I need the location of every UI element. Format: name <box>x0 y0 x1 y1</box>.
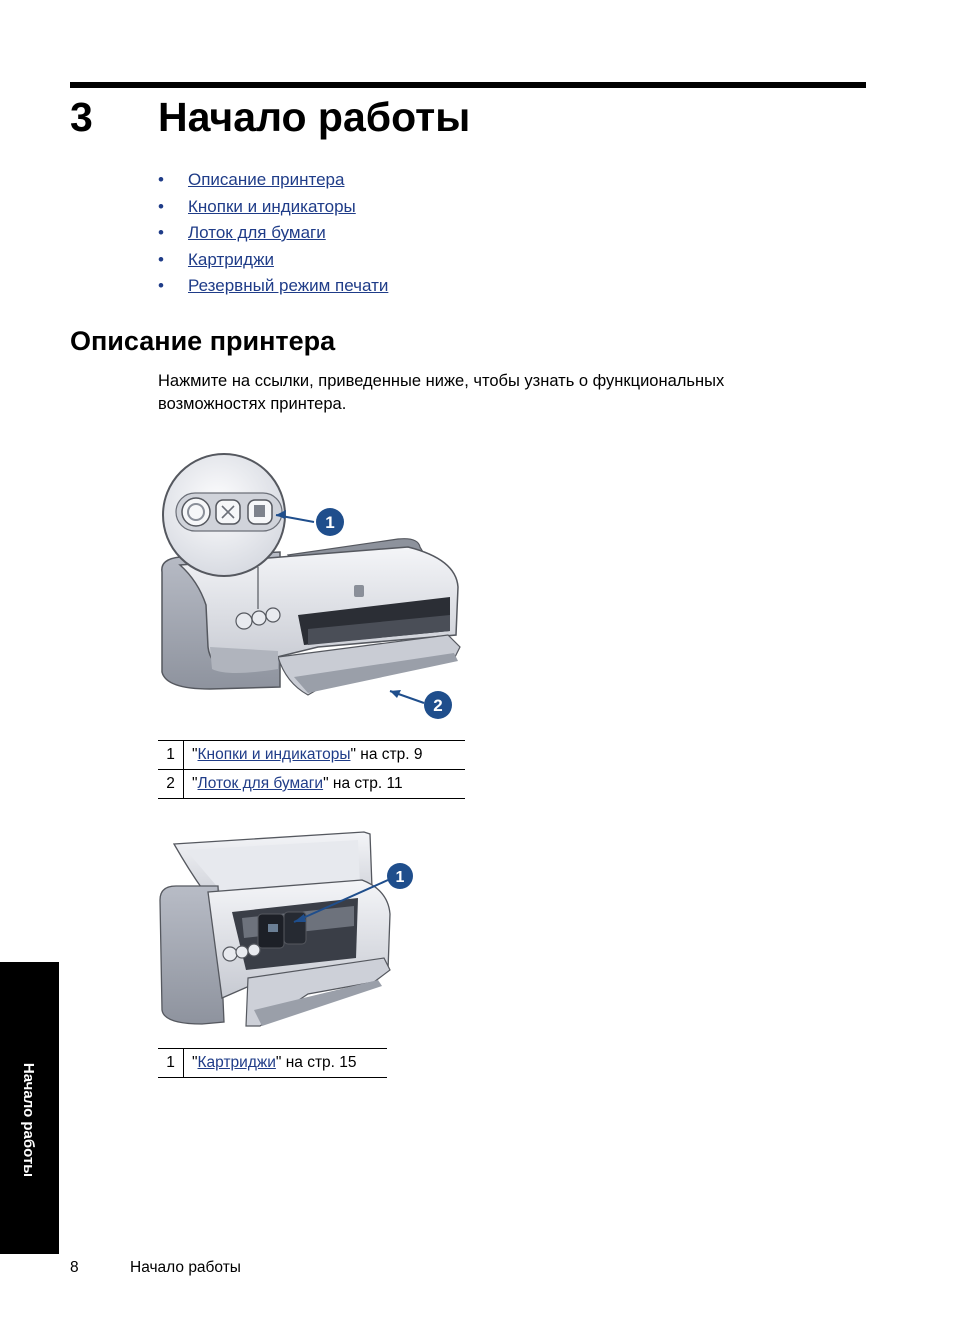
chapter-number: 3 <box>70 94 93 140</box>
callout-text <box>184 741 466 770</box>
quote: " <box>192 775 198 792</box>
bullet: • <box>158 249 164 269</box>
page-ref: " на стр. 11 <box>323 775 403 792</box>
bullet: • <box>158 196 164 216</box>
marker-label: 1 <box>395 869 405 886</box>
table-row <box>158 770 465 799</box>
footer-page-number: 8 <box>70 1259 79 1276</box>
bullet: • <box>158 276 164 295</box>
callout-text <box>184 770 466 799</box>
page-ref: " на стр. 9 <box>350 746 423 763</box>
marker-label: 1 <box>325 513 335 532</box>
toc-item <box>158 220 388 247</box>
chapter-rule <box>70 82 866 88</box>
table-row <box>158 1049 387 1078</box>
printer-open-illustration <box>158 830 416 1028</box>
chapter-title: Начало работы <box>158 94 471 140</box>
callout-link-paper-tray[interactable]: Лоток для бумаги <box>197 775 324 792</box>
toc-item <box>158 167 388 194</box>
chapter-side-tab <box>0 962 59 1254</box>
callout-number: 1 <box>158 1049 184 1078</box>
callout-text <box>184 1049 388 1078</box>
toc-link-cartridges[interactable]: Картриджи <box>188 249 274 269</box>
figure2-callout-table <box>158 1048 387 1078</box>
printer-front-illustration <box>158 447 465 722</box>
intro-paragraph: Нажмите на ссылки, приведенные ниже, чтобы узнать о функциональных возможностях принтера. <box>158 372 725 413</box>
page-ref: " на стр. 15 <box>275 1054 357 1071</box>
toc-item <box>158 273 388 300</box>
quote: " <box>192 1054 198 1071</box>
callout-link-buttons-lights[interactable]: Кнопки и индикаторы <box>197 746 351 763</box>
footer-chapter-title: Начало работы <box>130 1259 241 1276</box>
bullet: • <box>158 223 164 242</box>
toc-item <box>158 247 388 274</box>
toc-item <box>158 194 388 221</box>
toc-link-paper-tray[interactable]: Лоток для бумаги <box>188 223 326 242</box>
callout-number: 2 <box>158 770 184 799</box>
side-tab-label: Начало работы <box>20 1062 37 1178</box>
marker-label: 2 <box>433 696 443 715</box>
bullet: • <box>158 170 164 189</box>
section-title: Описание принтера <box>70 326 336 356</box>
callout-number: 1 <box>158 741 184 770</box>
toc-link-buttons-lights[interactable]: Кнопки и индикаторы <box>188 196 356 216</box>
quote: " <box>192 746 198 763</box>
toc-link-printer-description[interactable]: Описание принтера <box>188 170 345 189</box>
toc-link-reserve-mode[interactable]: Резервный режим печати <box>188 276 389 295</box>
callout-link-cartridges[interactable]: Картриджи <box>197 1054 276 1071</box>
chapter-toc <box>158 167 388 300</box>
figure1-callout-table <box>158 740 465 799</box>
table-row <box>158 741 465 770</box>
